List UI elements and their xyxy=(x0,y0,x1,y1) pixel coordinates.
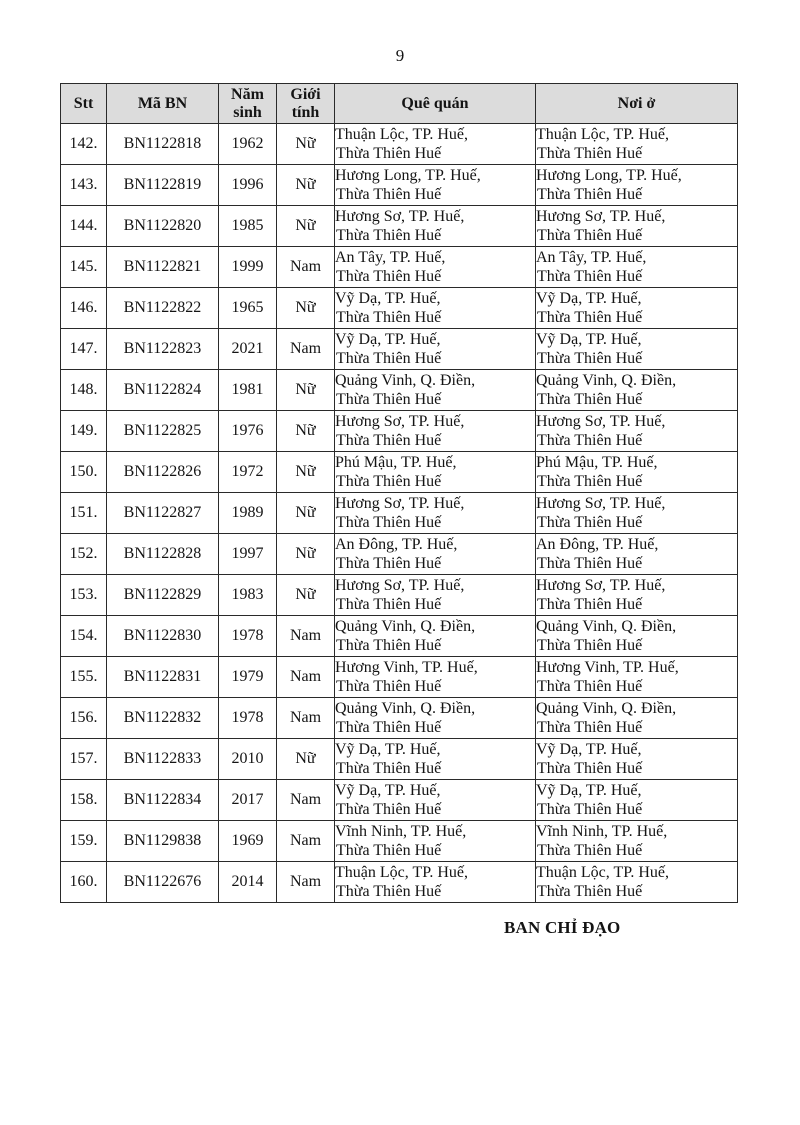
cell-nam-sinh: 1978 xyxy=(219,616,277,657)
noi-o-line-2: Thừa Thiên Huế xyxy=(537,391,643,408)
cell-ma-bn: BN1122829 xyxy=(107,575,219,616)
noi-o-line-1: Hương Sơ, TP. Huế, xyxy=(536,208,666,225)
cell-stt: 153. xyxy=(61,575,107,616)
cell-nam-sinh: 1965 xyxy=(219,288,277,329)
table-row xyxy=(61,657,738,698)
cell-stt: 144. xyxy=(61,206,107,247)
table-row xyxy=(61,493,738,534)
que-quan-line-1: Thuận Lộc, TP. Huế, xyxy=(335,126,469,143)
patient-table xyxy=(60,83,738,903)
noi-o-line-2: Thừa Thiên Huế xyxy=(537,309,643,326)
cell-noi-o xyxy=(536,739,738,780)
cell-nam-sinh: 2021 xyxy=(219,329,277,370)
cell-que-quan xyxy=(335,821,536,862)
que-quan-line-1: An Tây, TP. Huế, xyxy=(335,249,446,266)
noi-o-line-2: Thừa Thiên Huế xyxy=(537,186,643,203)
noi-o-line-1: An Tây, TP. Huế, xyxy=(536,249,647,266)
cell-nam-sinh: 1979 xyxy=(219,657,277,698)
cell-nam-sinh: 1989 xyxy=(219,493,277,534)
cell-noi-o xyxy=(536,247,738,288)
noi-o-line-1: Hương Long, TP. Huế, xyxy=(536,167,682,184)
que-quan-line-2: Thừa Thiên Huế xyxy=(336,350,442,367)
cell-nam-sinh: 2010 xyxy=(219,739,277,780)
noi-o-line-2: Thừa Thiên Huế xyxy=(537,678,643,695)
que-quan-line-1: Hương Vinh, TP. Huế, xyxy=(335,659,478,676)
cell-noi-o xyxy=(536,288,738,329)
cell-ma-bn: BN1122824 xyxy=(107,370,219,411)
cell-ma-bn: BN1122833 xyxy=(107,739,219,780)
cell-gioi-tinh: Nam xyxy=(277,657,335,698)
table-row xyxy=(61,616,738,657)
cell-stt: 149. xyxy=(61,411,107,452)
que-quan-line-1: Hương Sơ, TP. Huế, xyxy=(335,495,465,512)
cell-stt: 155. xyxy=(61,657,107,698)
cell-stt: 159. xyxy=(61,821,107,862)
cell-stt: 154. xyxy=(61,616,107,657)
que-quan-line-2: Thừa Thiên Huế xyxy=(336,432,442,449)
cell-que-quan xyxy=(335,616,536,657)
cell-que-quan xyxy=(335,288,536,329)
cell-nam-sinh: 1976 xyxy=(219,411,277,452)
cell-nam-sinh: 1985 xyxy=(219,206,277,247)
cell-nam-sinh: 1997 xyxy=(219,534,277,575)
cell-stt: 142. xyxy=(61,124,107,165)
que-quan-line-1: Vỹ Dạ, TP. Huế, xyxy=(335,782,441,799)
que-quan-line-2: Thừa Thiên Huế xyxy=(336,760,442,777)
cell-que-quan xyxy=(335,452,536,493)
header-nam-sinh xyxy=(219,84,277,124)
cell-nam-sinh: 2017 xyxy=(219,780,277,821)
cell-que-quan xyxy=(335,862,536,903)
cell-ma-bn: BN1122825 xyxy=(107,411,219,452)
noi-o-line-2: Thừa Thiên Huế xyxy=(537,145,643,162)
header-gioi-tinh-line-1: Giới xyxy=(290,85,321,103)
cell-que-quan xyxy=(335,329,536,370)
cell-noi-o xyxy=(536,329,738,370)
noi-o-line-2: Thừa Thiên Huế xyxy=(537,473,643,490)
cell-noi-o xyxy=(536,124,738,165)
que-quan-line-2: Thừa Thiên Huế xyxy=(336,391,442,408)
noi-o-line-1: Phú Mậu, TP. Huế, xyxy=(536,454,658,471)
cell-stt: 145. xyxy=(61,247,107,288)
cell-que-quan xyxy=(335,206,536,247)
noi-o-line-1: Thuận Lộc, TP. Huế, xyxy=(536,126,670,143)
table-row xyxy=(61,370,738,411)
que-quan-line-2: Thừa Thiên Huế xyxy=(336,186,442,203)
cell-noi-o xyxy=(536,165,738,206)
noi-o-line-1: Vỹ Dạ, TP. Huế, xyxy=(536,782,642,799)
header-nam-sinh-line-1: Năm xyxy=(231,85,264,103)
table-header-row xyxy=(61,84,738,124)
cell-que-quan xyxy=(335,247,536,288)
cell-ma-bn: BN1122831 xyxy=(107,657,219,698)
cell-nam-sinh: 1978 xyxy=(219,698,277,739)
noi-o-line-2: Thừa Thiên Huế xyxy=(537,760,643,777)
noi-o-line-1: Thuận Lộc, TP. Huế, xyxy=(536,864,670,881)
header-nam-sinh-line-2: sinh xyxy=(233,103,262,121)
noi-o-line-2: Thừa Thiên Huế xyxy=(537,432,643,449)
noi-o-line-2: Thừa Thiên Huế xyxy=(537,350,643,367)
que-quan-line-1: An Đông, TP. Huế, xyxy=(335,536,458,553)
table-row xyxy=(61,780,738,821)
noi-o-line-1: Hương Sơ, TP. Huế, xyxy=(536,577,666,594)
cell-stt: 143. xyxy=(61,165,107,206)
que-quan-line-1: Vỹ Dạ, TP. Huế, xyxy=(335,331,441,348)
noi-o-line-1: Vỹ Dạ, TP. Huế, xyxy=(536,290,642,307)
cell-gioi-tinh: Nam xyxy=(277,616,335,657)
que-quan-line-1: Hương Sơ, TP. Huế, xyxy=(335,208,465,225)
noi-o-line-1: Hương Sơ, TP. Huế, xyxy=(536,413,666,430)
cell-que-quan xyxy=(335,698,536,739)
cell-noi-o xyxy=(536,616,738,657)
cell-noi-o xyxy=(536,575,738,616)
que-quan-line-2: Thừa Thiên Huế xyxy=(336,514,442,531)
cell-ma-bn: BN1122828 xyxy=(107,534,219,575)
que-quan-line-1: Vỹ Dạ, TP. Huế, xyxy=(335,290,441,307)
noi-o-line-2: Thừa Thiên Huế xyxy=(537,596,643,613)
cell-nam-sinh: 1969 xyxy=(219,821,277,862)
cell-stt: 157. xyxy=(61,739,107,780)
que-quan-line-2: Thừa Thiên Huế xyxy=(336,801,442,818)
cell-stt: 160. xyxy=(61,862,107,903)
que-quan-line-2: Thừa Thiên Huế xyxy=(336,309,442,326)
cell-nam-sinh: 1981 xyxy=(219,370,277,411)
cell-noi-o xyxy=(536,452,738,493)
cell-ma-bn: BN1122832 xyxy=(107,698,219,739)
table-row xyxy=(61,575,738,616)
cell-gioi-tinh: Nam xyxy=(277,698,335,739)
cell-que-quan xyxy=(335,370,536,411)
que-quan-line-1: Thuận Lộc, TP. Huế, xyxy=(335,864,469,881)
table-row xyxy=(61,862,738,903)
noi-o-line-2: Thừa Thiên Huế xyxy=(537,514,643,531)
cell-ma-bn: BN1122818 xyxy=(107,124,219,165)
cell-que-quan xyxy=(335,165,536,206)
page-number: 9 xyxy=(395,46,405,65)
noi-o-line-2: Thừa Thiên Huế xyxy=(537,555,643,572)
noi-o-line-1: Vĩnh Ninh, TP. Huế, xyxy=(536,823,668,840)
cell-noi-o xyxy=(536,206,738,247)
noi-o-line-1: An Đông, TP. Huế, xyxy=(536,536,659,553)
cell-gioi-tinh: Nữ xyxy=(277,124,335,165)
que-quan-line-1: Hương Sơ, TP. Huế, xyxy=(335,413,465,430)
cell-gioi-tinh: Nữ xyxy=(277,370,335,411)
cell-ma-bn: BN1122826 xyxy=(107,452,219,493)
cell-stt: 148. xyxy=(61,370,107,411)
cell-nam-sinh: 1999 xyxy=(219,247,277,288)
cell-gioi-tinh: Nữ xyxy=(277,206,335,247)
que-quan-line-2: Thừa Thiên Huế xyxy=(336,883,442,900)
cell-gioi-tinh: Nữ xyxy=(277,411,335,452)
que-quan-line-1: Phú Mậu, TP. Huế, xyxy=(335,454,457,471)
que-quan-line-2: Thừa Thiên Huế xyxy=(336,145,442,162)
header-stt: Stt xyxy=(61,84,107,124)
cell-nam-sinh: 1962 xyxy=(219,124,277,165)
cell-stt: 151. xyxy=(61,493,107,534)
cell-nam-sinh: 1996 xyxy=(219,165,277,206)
cell-stt: 152. xyxy=(61,534,107,575)
que-quan-line-2: Thừa Thiên Huế xyxy=(336,637,442,654)
que-quan-line-2: Thừa Thiên Huế xyxy=(336,555,442,572)
noi-o-line-1: Vỹ Dạ, TP. Huế, xyxy=(536,741,642,758)
table-row xyxy=(61,452,738,493)
header-gioi-tinh-line-2: tính xyxy=(291,103,320,121)
header-noi-o: Nơi ở xyxy=(536,84,738,124)
cell-noi-o xyxy=(536,698,738,739)
cell-nam-sinh: 2014 xyxy=(219,862,277,903)
que-quan-line-2: Thừa Thiên Huế xyxy=(336,678,442,695)
cell-que-quan xyxy=(335,534,536,575)
cell-stt: 156. xyxy=(61,698,107,739)
noi-o-line-1: Vỹ Dạ, TP. Huế, xyxy=(536,331,642,348)
table-row xyxy=(61,206,738,247)
noi-o-line-1: Hương Vinh, TP. Huế, xyxy=(536,659,679,676)
cell-que-quan xyxy=(335,780,536,821)
noi-o-line-2: Thừa Thiên Huế xyxy=(537,637,643,654)
cell-ma-bn: BN1122827 xyxy=(107,493,219,534)
cell-nam-sinh: 1972 xyxy=(219,452,277,493)
que-quan-line-1: Quảng Vinh, Q. Điền, xyxy=(335,372,476,389)
que-quan-line-2: Thừa Thiên Huế xyxy=(336,268,442,285)
noi-o-line-2: Thừa Thiên Huế xyxy=(537,719,643,736)
cell-gioi-tinh: Nữ xyxy=(277,288,335,329)
cell-que-quan xyxy=(335,124,536,165)
table-body xyxy=(61,124,738,903)
noi-o-line-2: Thừa Thiên Huế xyxy=(537,801,643,818)
que-quan-line-2: Thừa Thiên Huế xyxy=(336,596,442,613)
cell-que-quan xyxy=(335,411,536,452)
cell-gioi-tinh: Nữ xyxy=(277,534,335,575)
cell-ma-bn: BN1122819 xyxy=(107,165,219,206)
cell-ma-bn: BN1122821 xyxy=(107,247,219,288)
cell-ma-bn: BN1122820 xyxy=(107,206,219,247)
cell-ma-bn: BN1122830 xyxy=(107,616,219,657)
cell-gioi-tinh: Nữ xyxy=(277,452,335,493)
que-quan-line-1: Vỹ Dạ, TP. Huế, xyxy=(335,741,441,758)
cell-gioi-tinh: Nam xyxy=(277,780,335,821)
cell-gioi-tinh: Nam xyxy=(277,329,335,370)
table-row xyxy=(61,821,738,862)
noi-o-line-2: Thừa Thiên Huế xyxy=(537,227,643,244)
cell-noi-o xyxy=(536,493,738,534)
cell-nam-sinh: 1983 xyxy=(219,575,277,616)
table-row xyxy=(61,329,738,370)
table-row xyxy=(61,698,738,739)
cell-ma-bn: BN1122823 xyxy=(107,329,219,370)
table-row xyxy=(61,124,738,165)
cell-stt: 147. xyxy=(61,329,107,370)
table-row xyxy=(61,534,738,575)
table-row xyxy=(61,165,738,206)
cell-stt: 146. xyxy=(61,288,107,329)
noi-o-line-1: Quảng Vinh, Q. Điền, xyxy=(536,700,677,717)
noi-o-line-2: Thừa Thiên Huế xyxy=(537,842,643,859)
cell-noi-o xyxy=(536,780,738,821)
que-quan-line-1: Hương Sơ, TP. Huế, xyxy=(335,577,465,594)
que-quan-line-2: Thừa Thiên Huế xyxy=(336,227,442,244)
cell-noi-o xyxy=(536,821,738,862)
noi-o-line-1: Quảng Vinh, Q. Điền, xyxy=(536,618,677,635)
que-quan-line-2: Thừa Thiên Huế xyxy=(336,842,442,859)
header-gioi-tinh xyxy=(277,84,335,124)
noi-o-line-1: Hương Sơ, TP. Huế, xyxy=(536,495,666,512)
table-row xyxy=(61,288,738,329)
cell-ma-bn: BN1122834 xyxy=(107,780,219,821)
cell-noi-o xyxy=(536,657,738,698)
signature-title: BAN CHỈ ĐẠO xyxy=(504,918,621,937)
que-quan-line-1: Hương Long, TP. Huế, xyxy=(335,167,481,184)
cell-stt: 158. xyxy=(61,780,107,821)
que-quan-line-2: Thừa Thiên Huế xyxy=(336,719,442,736)
cell-que-quan xyxy=(335,657,536,698)
cell-gioi-tinh: Nữ xyxy=(277,493,335,534)
table-row xyxy=(61,411,738,452)
cell-ma-bn: BN1122676 xyxy=(107,862,219,903)
cell-gioi-tinh: Nam xyxy=(277,821,335,862)
que-quan-line-1: Vĩnh Ninh, TP. Huế, xyxy=(335,823,467,840)
cell-gioi-tinh: Nữ xyxy=(277,575,335,616)
cell-gioi-tinh: Nam xyxy=(277,862,335,903)
noi-o-line-2: Thừa Thiên Huế xyxy=(537,883,643,900)
noi-o-line-2: Thừa Thiên Huế xyxy=(537,268,643,285)
cell-noi-o xyxy=(536,411,738,452)
table-row xyxy=(61,247,738,288)
header-ma-bn: Mã BN xyxy=(107,84,219,124)
cell-noi-o xyxy=(536,534,738,575)
que-quan-line-1: Quảng Vinh, Q. Điền, xyxy=(335,700,476,717)
header-que-quan: Quê quán xyxy=(335,84,536,124)
cell-que-quan xyxy=(335,739,536,780)
cell-ma-bn: BN1122822 xyxy=(107,288,219,329)
cell-noi-o xyxy=(536,370,738,411)
cell-noi-o xyxy=(536,862,738,903)
cell-gioi-tinh: Nữ xyxy=(277,739,335,780)
cell-que-quan xyxy=(335,493,536,534)
cell-gioi-tinh: Nam xyxy=(277,247,335,288)
noi-o-line-1: Quảng Vinh, Q. Điền, xyxy=(536,372,677,389)
cell-que-quan xyxy=(335,575,536,616)
que-quan-line-2: Thừa Thiên Huế xyxy=(336,473,442,490)
table-row xyxy=(61,739,738,780)
cell-gioi-tinh: Nữ xyxy=(277,165,335,206)
cell-ma-bn: BN1129838 xyxy=(107,821,219,862)
que-quan-line-1: Quảng Vinh, Q. Điền, xyxy=(335,618,476,635)
cell-stt: 150. xyxy=(61,452,107,493)
